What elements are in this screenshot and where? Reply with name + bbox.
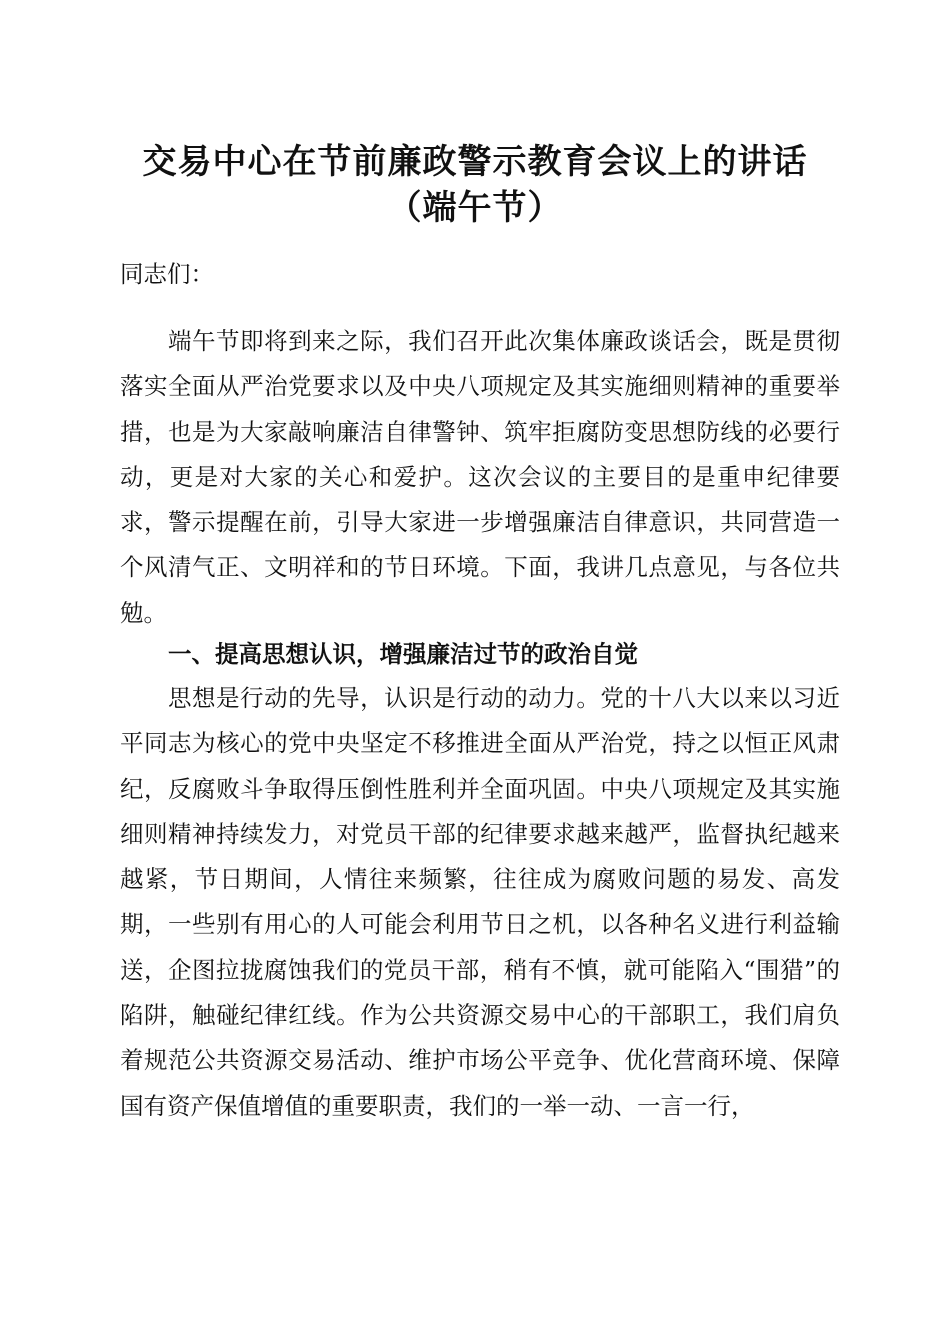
salutation: 同志们：	[120, 260, 214, 288]
section-heading-1: 一、提高思想认识，增强廉洁过节的政治自觉	[168, 640, 638, 668]
document-title: 交易中心在节前廉政警示教育会议上的讲话	[142, 142, 808, 182]
paragraph-intro: 端午节即将到来之际，我们召开此次集体廉政谈话会，既是贯彻落实全面从严治党要求以及中央八项规定及其实施细则精神的重要举措，也是为大家敲响廉洁自律警钟、筑牢拒腐防变思想防线的必要行动，更是对大家的关心和爱护。这次会议的主要目的是重申纪律要求，警示提醒在前，引导大家进一步增强廉洁自律意识，共同营造一个风清气正、文明祥和的节日环境。下面，我讲几点意见，与各位共勉。	[120, 327, 840, 627]
document-subtitle: （端午节）	[387, 188, 563, 228]
paragraph-section-1: 思想是行动的先导，认识是行动的动力。党的十八大以来以习近平同志为核心的党中央坚定不移推进全面从严治党，持之以恒正风肃纪，反腐败斗争取得压倒性胜利并全面巩固。中央八项规定及其实施细则精神持续发力，对党员干部的纪律要求越来越严，监督执纪越来越紧，节日期间，人情往来频繁，往往成为腐败问题的易发、高发期，一些别有用心的人可能会利用节日之机，以各种名义进行利益输送，企图拉拢腐蚀我们的党员干部，稍有不慎，就可能陷入“围猎”的陷阱，触碰纪律红线。作为公共资源交易中心的干部职工，我们肩负着规范公共资源交易活动、维护市场公平竞争、优化营商环境、保障国有资产保值增值的重要职责，我们的一举一动、一言一行，	[120, 684, 840, 1120]
